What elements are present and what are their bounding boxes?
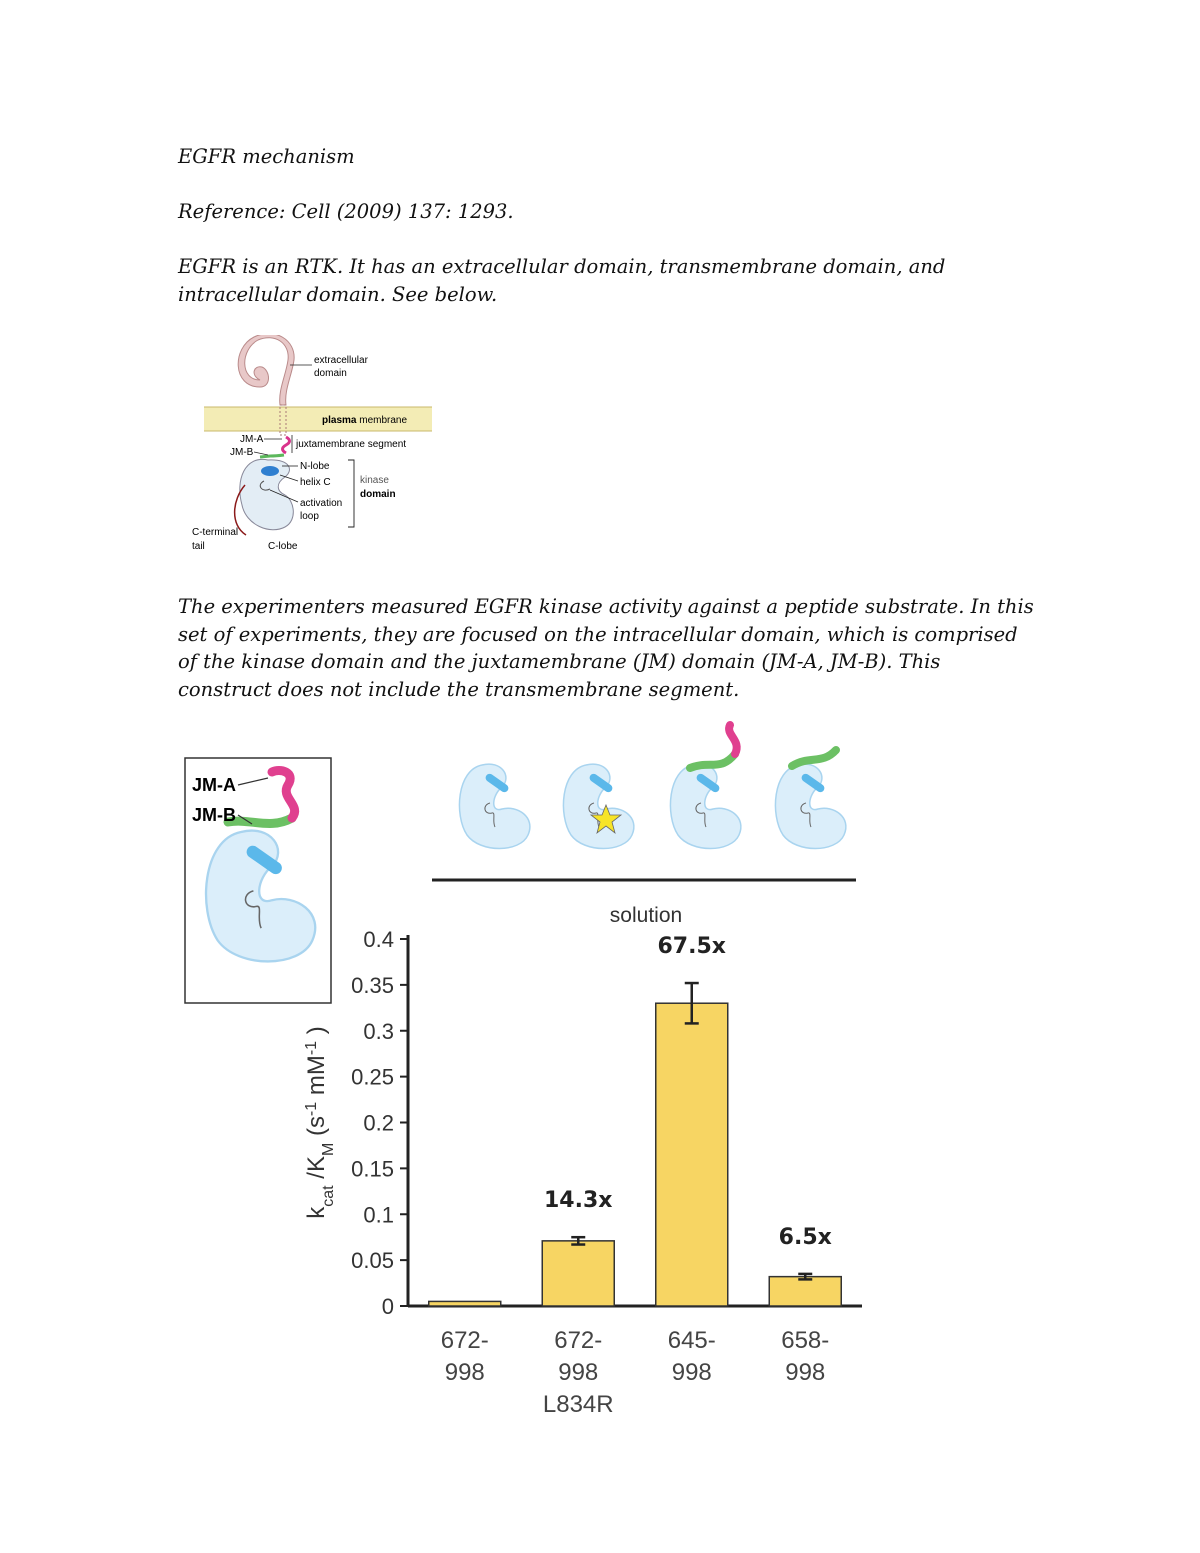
c-terminal-label-2: tail: [192, 541, 205, 552]
kinase-domain-label-1: kinase: [360, 475, 389, 486]
x-category-label: 998: [671, 1359, 712, 1386]
helix-c-label: helix C: [300, 477, 331, 488]
activation-loop-label-2: loop: [300, 511, 319, 522]
x-category-label: 658-: [781, 1327, 830, 1354]
x-category-label: 672-: [440, 1327, 489, 1354]
kinase-domain-bracket: [348, 460, 354, 527]
x-category-label: 672-: [554, 1327, 603, 1354]
c-lobe-label: C-lobe: [268, 541, 298, 552]
jm-b-segment: [260, 455, 284, 457]
fold-change-label: 6.5x: [778, 1224, 832, 1250]
bar: [656, 1003, 728, 1306]
construct-658-998-cartoon: [775, 764, 845, 848]
c-terminal-label-1: C-terminal: [192, 527, 239, 538]
y-axis-label: $k_{cat}$ $/K_M$ ($s^{-1}$ $mM^{-1}$ ): [302, 1026, 337, 1219]
inset-jm-b-segment: [228, 818, 292, 823]
plasma-membrane-label: plasma membrane: [322, 415, 408, 426]
extracellular-label-1: extracellular: [314, 355, 368, 366]
condition-label: solution: [609, 904, 683, 927]
bar: [429, 1301, 501, 1306]
inset-kinase-shape: [206, 831, 315, 962]
x-category-label: 645-: [667, 1327, 716, 1354]
juxtamembrane-label: juxtamembrane segment: [296, 439, 407, 450]
activation-loop-label-1: activation: [300, 498, 343, 509]
y-tick-label: 0.25: [351, 1064, 394, 1090]
y-tick-label: 0.05: [351, 1248, 394, 1274]
doc-title: EGFR mechanism: [178, 145, 355, 168]
results-figure: [170, 710, 880, 1430]
x-category-label: 998: [785, 1359, 826, 1386]
x-category-label: 998: [444, 1359, 485, 1386]
x-category-label: L834R: [542, 1391, 614, 1418]
construct-l834r-cartoon: [563, 764, 633, 848]
kinase-domain-label-2: domain: [360, 489, 396, 500]
bar: [769, 1277, 841, 1306]
x-category-label: 998: [558, 1359, 599, 1386]
y-tick-label: 0.35: [351, 972, 394, 998]
reference-line: Reference: Cell (2009) 137: 1293.: [178, 200, 514, 223]
extracellular-label-2: domain: [314, 368, 347, 379]
fold-change-label: 14.3x: [544, 1188, 613, 1214]
experiment-paragraph: The experimenters measured EGFR kinase activity against a peptide substrate. In this set of experiments, they are focused on the intracellular domain, which is comprised of the kinase domain and the juxtamembrane (JM) domain (JM-A, JM-B). This construct does not include the transmembrane segment.: [178, 595, 1034, 701]
extracellular-domain-shape: [238, 335, 294, 405]
intro-paragraph: EGFR is an RTK. It has an extracellular domain, transmembrane domain, and intracellular domain. See below.: [178, 255, 946, 306]
construct-645-998-cartoon: [670, 764, 740, 848]
inset-jm-b-label: JM-B: [192, 805, 236, 825]
fold-change-label: 67.5x: [657, 934, 726, 960]
y-tick-label: 0.2: [363, 1110, 394, 1136]
bar: [542, 1241, 614, 1306]
y-tick-label: 0.3: [363, 1018, 394, 1044]
inset-jm-a-label: JM-A: [192, 775, 236, 795]
n-lobe-label: N-lobe: [300, 461, 330, 472]
y-tick-label: 0.4: [363, 927, 394, 952]
y-tick-label: 0.1: [363, 1202, 394, 1228]
y-tick-label: 0: [381, 1294, 394, 1319]
egfr-domain-schematic: [190, 335, 450, 560]
y-tick-label: 0.15: [351, 1156, 394, 1182]
inset-jm-a-segment: [272, 771, 295, 818]
helix-c-shape: [261, 466, 279, 476]
jm-a-segment: [283, 437, 290, 453]
construct-672-998-cartoon: [459, 764, 529, 848]
activity-bar-chart: [303, 927, 863, 1418]
jm-a-label: JM-A: [240, 434, 264, 445]
jm-b-label: JM-B: [230, 447, 254, 458]
